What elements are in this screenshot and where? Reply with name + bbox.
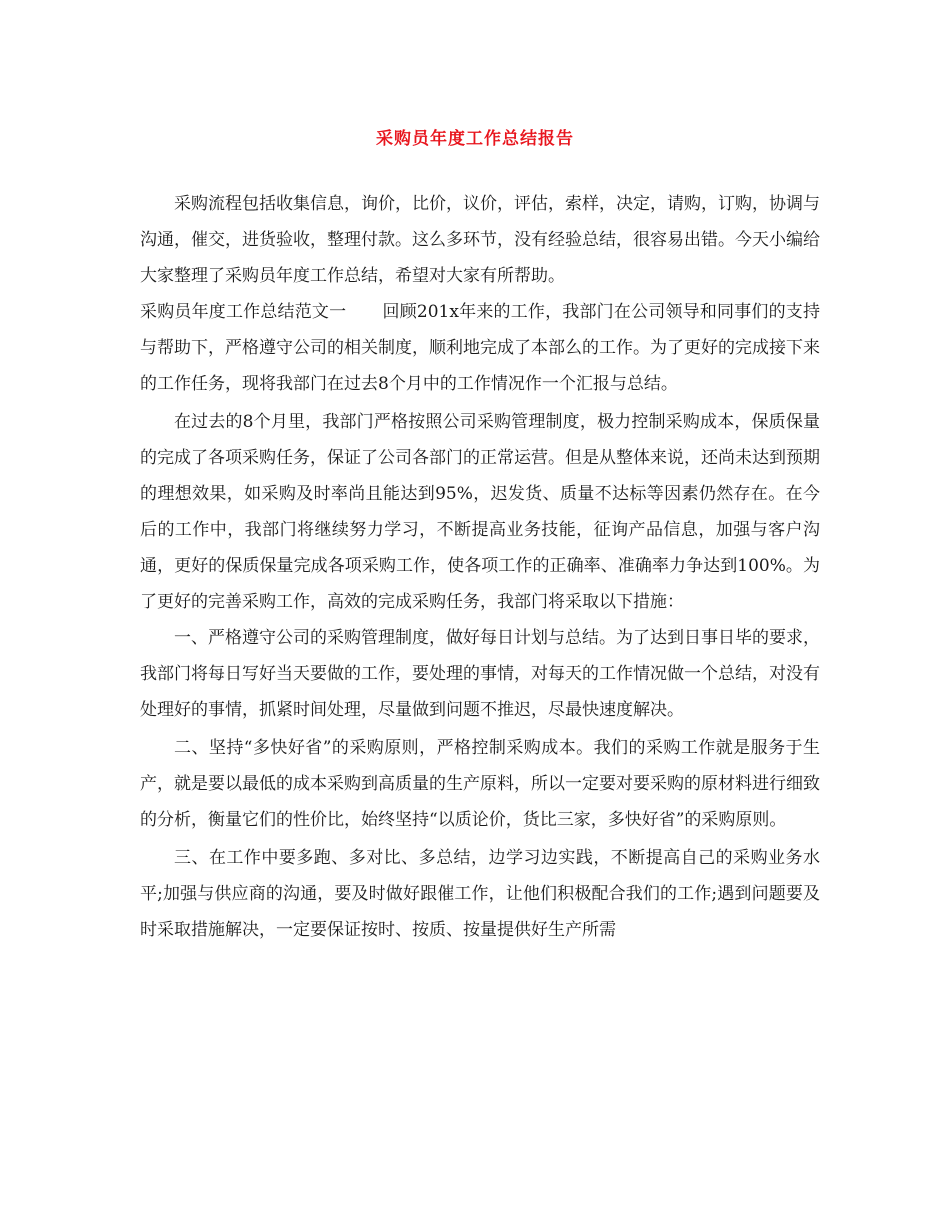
- intro-paragraph: 采购流程包括收集信息，询价，比价，议价，评估，索样，决定，请购，订购，协调与沟通，催交，进货验收，整理付款。这么多环节，没有经验总结，很容易出错。今天小编给大家整理了采购员年度工作总结，希望对大家有所帮助。: [140, 194, 820, 286]
- measure-three-paragraph: 三、在工作中要多跑、多对比、多总结，边学习边实践，不断提高自己的采购业务水平;加强与供应商的沟通，要及时做好跟催工作，让他们积极配合我们的工作;遇到问题要及时采取措施解决，一定要保证按时、按质、按量提供好生产所需: [140, 848, 820, 940]
- measure-one-paragraph: 一、严格遵守公司的采购管理制度，做好每日计划与总结。为了达到日事日毕的要求，我部门将每日写好当天要做的工作，要处理的事情，对每天的工作情况做一个总结，对没有处理好的事情，抓紧时间处理，尽量做到问题不推迟，尽最快速度解决。: [140, 628, 820, 720]
- document-title: 采购员年度工作总结报告: [376, 129, 574, 149]
- paragraph-progress: 在过去的8个月里，我部门严格按照公司采购管理制度，极力控制采购成本，保质保量的完成了各项采购任务，保证了公司各部门的正常运营。但是从整体来说，还尚未达到预期的理想效果，如采购及时率尚且能达到95%，迟发货、质量不达标等因素仍然存在。在今后的工作中，我部门将继续努力学习，不断提高业务技能，征询产品信息，加强与客户沟通，更好的保质保量完成各项采购工作，使各项工作的正确率、准确率力争达到100%。为了更好的完善采购工作，高效的完成采购任务，我部门将采取以下措施：: [140, 412, 820, 612]
- document-body: [140, 186, 820, 948]
- sample-opening: 回顾201x年来的工作，我部门在公司领导和同事们的支持与帮助下，严格遵守公司的相关制度，顺利地完成了本部么的工作。为了更好的完成接下来的工作任务，现将我部门在过去8个月中的工作情况作一个汇报与总结。: [140, 302, 820, 394]
- sample-paragraph: [140, 294, 820, 402]
- measure-two-paragraph: 二、坚持“多快好省”的采购原则，严格控制采购成本。我们的采购工作就是服务于生产，就是要以最低的成本采购到高质量的生产原料，所以一定要对要采购的原材料进行细致的分析，衡量它们的性价比，始终坚持“以质论价，货比三家，多快好省”的采购原则。: [140, 738, 820, 830]
- sample-heading: 采购员年度工作总结范文一: [140, 302, 347, 322]
